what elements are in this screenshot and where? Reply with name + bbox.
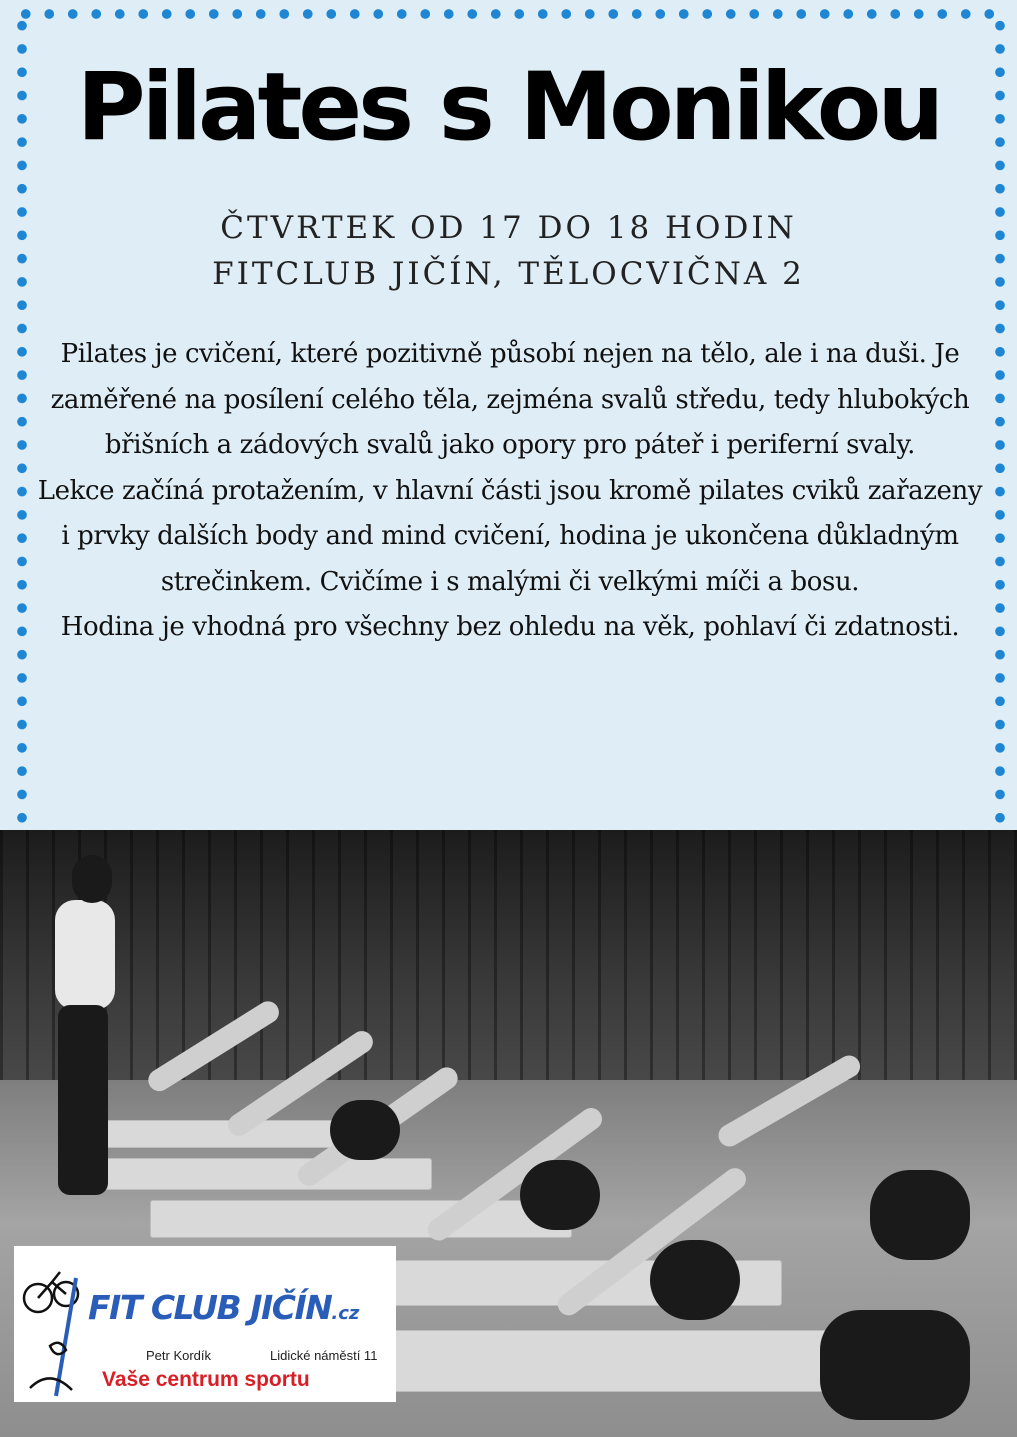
photo-participant xyxy=(330,1100,400,1160)
photo-fence xyxy=(0,830,1017,1090)
schedule xyxy=(0,205,1017,297)
fitclub-logo xyxy=(14,1246,396,1402)
photo-mat xyxy=(100,1158,432,1190)
description-paragraph-3: Hodina je vhodná pro všechny bez ohledu na věk, pohlaví či zdatnosti. xyxy=(60,612,960,642)
schedule-time: ČTVRTEK OD 17 DO 18 HODIN xyxy=(220,210,797,246)
logo-person: Petr Kordík xyxy=(146,1348,212,1363)
description-paragraph-1: Pilates je cvičení, které pozitivně působí nejen na tělo, ale i na duši. Je zaměřené na posílení celého těla, zejména svalů středu, tedy hlubokých břišních a zádových svalů jako opory pro páteř i periferní svaly. xyxy=(50,339,970,460)
photo-participant xyxy=(870,1170,970,1260)
logo-name-text: FIT CLUB JIČÍN xyxy=(88,1288,332,1327)
cyclist-icon xyxy=(20,1268,86,1398)
photo-participant xyxy=(520,1160,600,1230)
logo-tagline: Vaše centrum sportu xyxy=(102,1368,310,1391)
schedule-location: FITCLUB JIČÍN, TĚLOCVIČNA 2 xyxy=(212,256,805,292)
logo-tld: .cz xyxy=(331,1303,360,1324)
description-paragraph-2: Lekce začíná protažením, v hlavní části jsou kromě pilates cviků zařazeny i prvky dalších body and mind cvičení, hodina je ukončena důkladným strečinkem. Cvičíme i s malými či velkými míči a bosu. xyxy=(37,475,983,597)
photo-mat xyxy=(150,1200,572,1238)
photo-instructor-torso xyxy=(55,900,115,1010)
photo-mat xyxy=(90,1120,352,1148)
description xyxy=(30,332,990,651)
photo-participant xyxy=(650,1240,740,1320)
photo-instructor-legs xyxy=(58,1005,108,1195)
photo-participant xyxy=(820,1310,970,1420)
logo-name xyxy=(88,1288,359,1327)
dotted-border-top xyxy=(14,8,1004,20)
photo-instructor-head xyxy=(72,855,112,903)
poster-title: Pilates s Monikou xyxy=(76,53,941,162)
logo-address: Lidické náměstí 11 xyxy=(270,1348,378,1363)
